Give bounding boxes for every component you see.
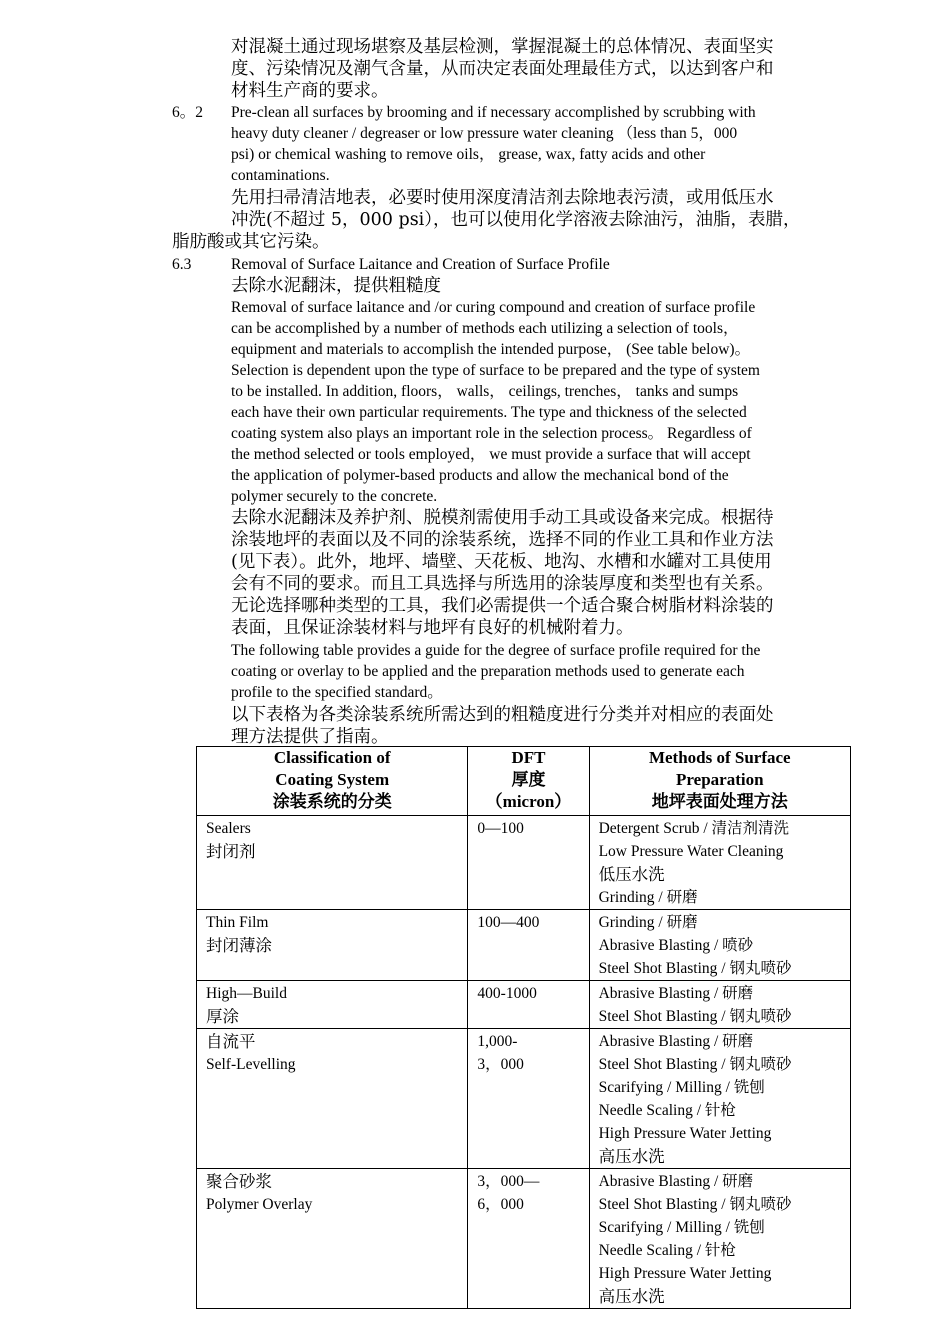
text-line: Pre-clean all surfaces by brooming and if necessary accomplished by scrubbing with	[231, 104, 756, 121]
header-text: Methods of Surface	[648, 748, 791, 767]
text-line: 表面，且保证涂装材料与地坪有良好的机械附着力。	[231, 618, 634, 638]
method-item: Grinding / 研磨	[598, 914, 698, 931]
cell-system	[197, 981, 467, 1028]
text-line: 材料生产商的要求。	[231, 81, 389, 101]
header-text: 涂装系统的分类	[272, 792, 392, 811]
method-item: Scarifying / Milling / 铣刨	[598, 1079, 765, 1096]
cell-text: Thin Film	[206, 914, 269, 931]
cell-text: 0—100	[477, 820, 524, 837]
text-line: equipment and materials to accomplish the intended purpose， (See table below)。	[231, 341, 751, 358]
cell-system	[197, 816, 467, 863]
table-row	[197, 816, 851, 910]
section-6-2-paragraph-zh	[231, 187, 834, 231]
cell-text: 封闭薄涂	[206, 936, 272, 955]
text-line: 以下表格为各类涂装系统所需达到的粗糙度进行分类并对相应的表面处	[231, 705, 774, 725]
text-line: the application of polymer-based products and allow the mechanical bond of the	[231, 467, 729, 484]
method-item: Abrasive Blasting / 研磨	[598, 1033, 754, 1050]
cell-text: 3，000	[477, 1056, 524, 1073]
surface-preparation-table	[196, 746, 851, 1309]
text-line: contaminations.	[231, 167, 330, 184]
text-line: 去除水泥翻沫及养护剂、脱模剂需使用手动工具或设备来完成。根据待	[231, 508, 774, 528]
text-line: 度、污染情况及潮气含量，从而决定表面处理最佳方式，以达到客户和	[231, 59, 774, 79]
method-item: Abrasive Blasting / 研磨	[598, 1173, 754, 1190]
cell-text: Self-Levelling	[206, 1056, 296, 1073]
table-row	[197, 981, 851, 1029]
header-text: Preparation	[676, 770, 764, 789]
text-line: 涂装地坪的表面以及不同的涂装系统，选择不同的作业工具和作业方法	[231, 530, 774, 550]
section-6-3-paragraph-en	[231, 297, 834, 507]
cell-dft	[468, 1029, 588, 1076]
cell-text: 封闭剂	[206, 842, 256, 861]
section-6-2-paragraph-zh-tail: 脂肪酸或其它污染。	[172, 232, 330, 252]
cell-text: Sealers	[206, 820, 251, 837]
text-line: can be accomplished by a number of methods each utilizing a selection of tools，	[231, 320, 739, 337]
text-line: coating or overlay to be applied and the preparation methods used to generate each	[231, 663, 745, 680]
header-methods	[589, 747, 850, 816]
header-text: Coating System	[275, 770, 390, 789]
table-guide-paragraph-zh	[231, 704, 834, 748]
cell-dft	[468, 816, 588, 840]
cell-system	[197, 1169, 467, 1216]
cell-text: Polymer Overlay	[206, 1196, 313, 1213]
text-line: (见下表）。此外，地坪、墙壁、天花板、地沟、水槽和水罐对工具使用	[231, 552, 772, 572]
cell-text: 聚合砂浆	[206, 1172, 272, 1191]
section-6-3-title-zh: 去除水泥翻沫，提供粗糙度	[231, 276, 441, 296]
text-line: the method selected or tools employed， we must provide a surface that will accept	[231, 446, 751, 463]
text-line: each have their own particular requirements. The type and thickness of the selected	[231, 404, 747, 421]
cell-dft	[468, 981, 588, 1005]
cell-text: 1,000-	[477, 1033, 518, 1050]
cell-dft	[468, 1169, 588, 1216]
text-line: 理方法提供了指南。	[231, 727, 389, 747]
header-text: DFT	[511, 748, 546, 767]
cell-dft	[468, 910, 588, 934]
section-6-3-paragraph-zh	[231, 507, 834, 639]
cell-text: High—Build	[206, 985, 287, 1002]
method-item: High Pressure Water Jetting	[598, 1265, 772, 1282]
cell-methods	[590, 1029, 850, 1168]
method-item: Needle Scaling / 针枪	[598, 1102, 736, 1119]
section-6-2-paragraph-en	[231, 102, 834, 186]
text-line: to be installed. In addition, floors， walls， ceilings, trenches， tanks and sumps	[231, 383, 739, 400]
intro-paragraph-zh	[231, 36, 834, 102]
text-line: heavy duty cleaner / degreaser or low pressure water cleaning （less than 5，000	[231, 125, 738, 142]
header-text: Classification of	[273, 748, 391, 767]
section-number-6-2: 6。2	[172, 104, 204, 121]
text-line: 会有不同的要求。而且工具选择与所选用的涂装厚度和类型也有关系。	[231, 574, 774, 594]
method-item: Steel Shot Blasting / 钢丸喷砂	[598, 1008, 792, 1025]
header-text: 地坪表面处理方法	[651, 792, 788, 811]
method-item: Steel Shot Blasting / 钢丸喷砂	[598, 1196, 792, 1213]
text-line: The following table provides a guide for the degree of surface profile required for the	[231, 642, 761, 659]
header-text: （micron）	[485, 792, 572, 811]
section-6-3-title-en: Removal of Surface Laitance and Creation of Surface Profile	[231, 256, 610, 273]
cell-system	[197, 910, 467, 957]
method-item: Abrasive Blasting / 喷砂	[598, 937, 754, 954]
method-item: 高压水洗	[598, 1287, 665, 1306]
table-row	[197, 1169, 851, 1309]
header-classification	[197, 747, 468, 816]
cell-text: 6，000	[477, 1196, 524, 1213]
text-line: psi) or chemical washing to remove oils， grease, wax, fatty acids and other	[231, 146, 706, 163]
cell-methods	[590, 816, 850, 909]
table-row	[197, 1029, 851, 1169]
header-text: 厚度	[511, 770, 546, 789]
method-item: High Pressure Water Jetting	[598, 1125, 772, 1142]
method-item: Needle Scaling / 针枪	[598, 1242, 736, 1259]
table-header-row	[197, 747, 851, 816]
method-item: Abrasive Blasting / 研磨	[598, 985, 754, 1002]
table-row	[197, 910, 851, 981]
method-item: Steel Shot Blasting / 钢丸喷砂	[598, 960, 792, 977]
section-number-6-3: 6.3	[172, 256, 192, 273]
method-item: Grinding / 研磨	[598, 889, 698, 906]
text-line: 无论选择哪种类型的工具，我们必需提供一个适合聚合树脂材料涂装的	[231, 596, 774, 616]
cell-text: 3，000—	[477, 1173, 540, 1190]
text-line: coating system also plays an important role in the selection process。 Regardless of	[231, 425, 752, 442]
cell-methods	[590, 1169, 850, 1308]
cell-methods	[590, 910, 850, 980]
text-line: profile to the specified standard。	[231, 684, 443, 701]
method-item: 高压水洗	[598, 1147, 665, 1166]
method-item: Scarifying / Milling / 铣刨	[598, 1219, 765, 1236]
header-dft	[468, 747, 589, 816]
method-item: Steel Shot Blasting / 钢丸喷砂	[598, 1056, 792, 1073]
table-guide-paragraph-en	[231, 640, 834, 703]
method-item: Low Pressure Water Cleaning	[598, 843, 784, 860]
cell-text: 自流平	[206, 1032, 256, 1051]
cell-text: 100—400	[477, 914, 540, 931]
text-line: 先用扫帚清洁地表，必要时使用深度清洁剂去除地表污渍，或用低压水	[231, 188, 774, 208]
cell-text: 厚涂	[206, 1007, 239, 1026]
text-line: 冲洗(不超过 5，000 psi），也可以使用化学溶液去除油污，油脂，表腊，	[231, 210, 801, 230]
cell-methods	[590, 981, 850, 1028]
method-item: 低压水洗	[598, 865, 665, 884]
text-line: Removal of surface laitance and /or curing compound and creation of surface profile	[231, 299, 756, 316]
cell-text: 400-1000	[477, 985, 537, 1002]
method-item: Detergent Scrub / 清洁剂清洗	[598, 820, 789, 837]
text-line: 对混凝土通过现场堪察及基层检测，掌握混凝土的总体情况、表面坚实	[231, 37, 774, 57]
cell-system	[197, 1029, 467, 1076]
text-line: polymer securely to the concrete.	[231, 488, 438, 505]
text-line: Selection is dependent upon the type of surface to be prepared and the type of system	[231, 362, 760, 379]
